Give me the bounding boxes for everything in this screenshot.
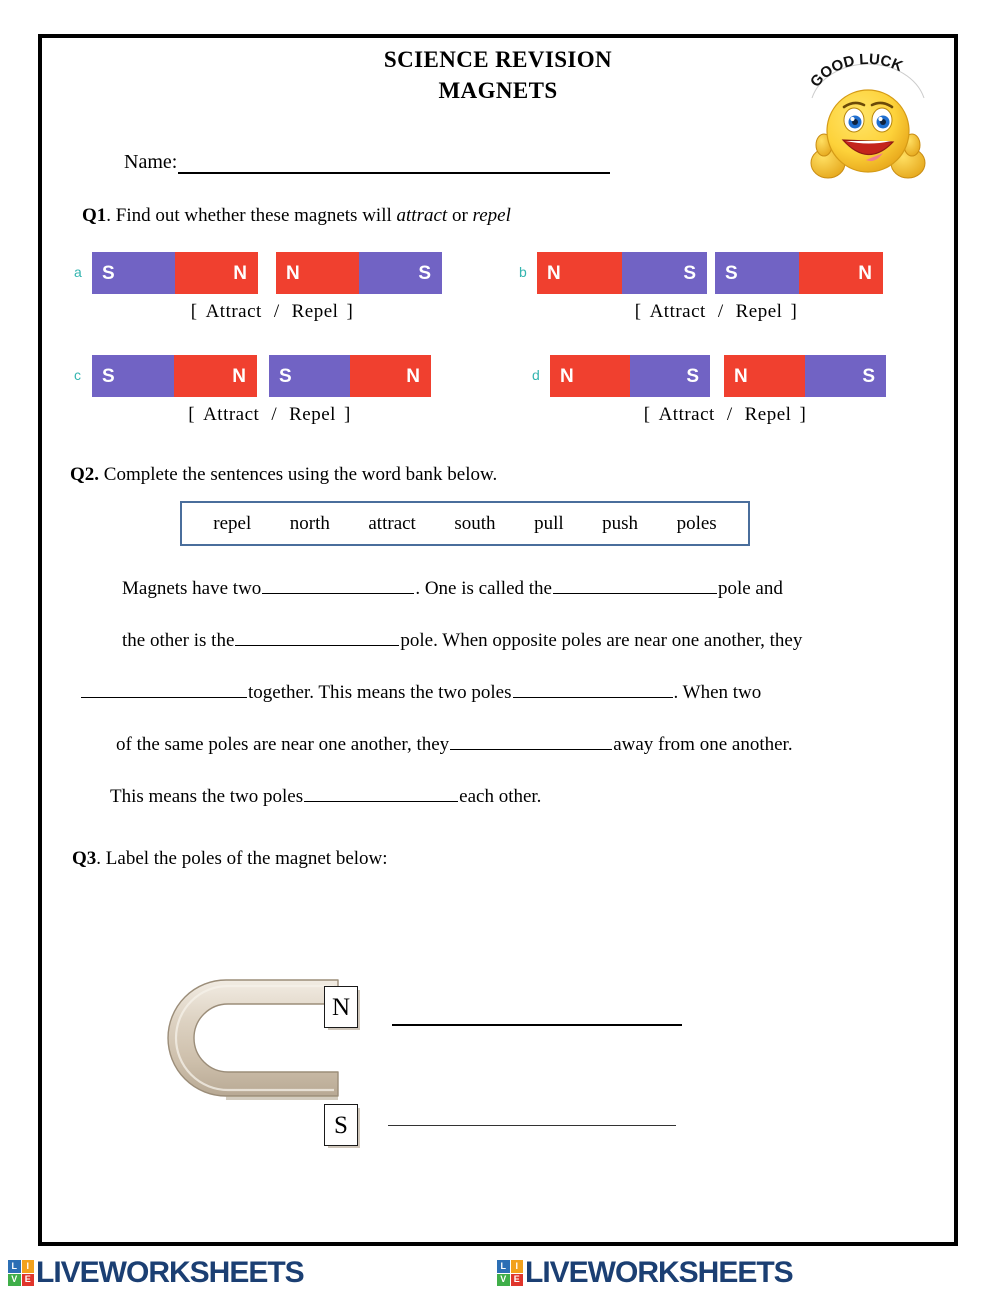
q3-prompt [72, 848, 388, 870]
lw-cell-v: V [497, 1274, 510, 1287]
liveworksheets-wordmark: LIVEWORKSHEETS [525, 1256, 793, 1289]
cloze-blank-2[interactable] [553, 576, 717, 594]
pair-letter-d: d [532, 367, 540, 383]
choice-separator: / [273, 301, 280, 322]
bracket-close: ] [346, 301, 354, 322]
magnet-pair-b [519, 252, 895, 323]
pole-label-south [324, 1104, 358, 1146]
magnet-c2-right-pole [350, 355, 432, 397]
cloze-text-3b: . When two [673, 682, 762, 703]
smiley-thumbs-up-icon [810, 76, 926, 184]
word-bank-item-poles[interactable]: poles [676, 512, 717, 534]
cloze-row-2 [80, 615, 932, 667]
magnet-pair-d [532, 355, 900, 426]
q1-prompt [82, 205, 511, 227]
q3-answer-line-south[interactable] [388, 1125, 676, 1126]
pole-letter: N [232, 365, 246, 387]
magnet-c1 [92, 355, 257, 397]
choice-repel[interactable]: Repel [744, 404, 792, 425]
q1-text-before: . Find out whether these magnets will [106, 205, 397, 226]
q3-answer-line-north[interactable] [392, 1024, 682, 1026]
pole-letter: N [286, 262, 300, 284]
magnet-pair-a [74, 252, 452, 323]
pole-letter: S [686, 365, 699, 387]
q2-number: Q2. [70, 464, 100, 485]
cloze-blank-4[interactable] [81, 680, 247, 698]
pole-letter: S [279, 365, 292, 387]
magnet-c1-right-pole [174, 355, 257, 397]
cloze-text-5b: each other. [459, 786, 542, 807]
magnet-c2-left-pole [269, 355, 350, 397]
choice-separator: / [726, 404, 733, 425]
q1-text-mid: or [447, 205, 473, 226]
choice-attract[interactable]: Attract [649, 301, 706, 322]
pole-letter: S [683, 262, 696, 284]
liveworksheets-logo-left[interactable] [8, 1258, 304, 1288]
word-bank-item-repel[interactable]: repel [213, 512, 252, 534]
cloze-text-1b: . One is called the [415, 578, 552, 599]
page-title-line2: MAGNETS [438, 78, 558, 103]
word-bank-item-north[interactable]: north [289, 512, 330, 534]
choice-attract[interactable]: Attract [658, 404, 715, 425]
cloze-blank-5[interactable] [513, 680, 673, 698]
word-bank-item-south[interactable]: south [454, 512, 496, 534]
magnet-b1 [537, 252, 707, 294]
magnet-a1-left-pole [92, 252, 175, 294]
cloze-row-5 [80, 771, 932, 823]
magnet-d1-right-pole [630, 355, 711, 397]
bracket-close: ] [799, 404, 807, 425]
lw-cell-i: I [22, 1260, 35, 1273]
choice-separator: / [271, 404, 278, 425]
q1-word-repel: repel [472, 205, 511, 226]
cloze-text-4a: of the same poles are near one another, they [116, 734, 450, 755]
pole-letter: S [862, 365, 875, 387]
cloze-text-2a: the other is the [122, 630, 235, 651]
magnet-a2-left-pole [276, 252, 359, 294]
pole-letter: S [102, 262, 115, 284]
choice-repel[interactable]: Repel [735, 301, 783, 322]
cloze-blank-1[interactable] [262, 576, 414, 594]
word-bank-item-pull[interactable]: pull [534, 512, 564, 534]
q1-number: Q1 [82, 205, 107, 226]
choice-attract[interactable]: Attract [205, 301, 262, 322]
lw-cell-e: E [22, 1274, 35, 1287]
magnet-d2-right-pole [805, 355, 887, 397]
pole-letter: S [725, 262, 738, 284]
bracket-open: [ [643, 404, 651, 425]
magnet-d2-left-pole [724, 355, 805, 397]
pole-letter: S [102, 365, 115, 387]
bracket-open: [ [188, 404, 196, 425]
choice-attract[interactable]: Attract [203, 404, 260, 425]
lw-cell-l: L [497, 1260, 510, 1273]
liveworksheets-wordmark: LIVEWORKSHEETS [36, 1256, 304, 1289]
cloze-row-4 [80, 719, 932, 771]
cloze-text-5a: This means the two poles [110, 786, 304, 807]
pole-letter: N [233, 262, 247, 284]
cloze-row-1 [80, 563, 932, 615]
q1-word-attract: attract [396, 205, 448, 226]
magnet-c2 [269, 355, 431, 397]
q2-text: Complete the sentences using the word bank below. [99, 464, 498, 485]
magnet-pair-c [74, 355, 447, 426]
answer-choice-d[interactable] [550, 404, 900, 426]
bracket-close: ] [343, 404, 351, 425]
magnet-b2-left-pole [715, 252, 799, 294]
magnet-d1 [550, 355, 710, 397]
answer-choice-a[interactable] [92, 301, 452, 323]
q3-text: . Label the poles of the magnet below: [96, 848, 388, 869]
bracket-close: ] [790, 301, 798, 322]
magnet-d2 [724, 355, 886, 397]
magnet-b2-right-pole [799, 252, 884, 294]
answer-choice-c[interactable] [92, 404, 447, 426]
liveworksheets-logo-right[interactable] [497, 1258, 793, 1288]
cloze-blank-6[interactable] [450, 732, 612, 750]
bracket-open: [ [634, 301, 642, 322]
cloze-sentences [80, 563, 932, 823]
magnet-a2 [276, 252, 442, 294]
cloze-text-1a: Magnets have two [122, 578, 262, 599]
bracket-open: [ [190, 301, 198, 322]
liveworksheets-mark-icon [497, 1260, 523, 1286]
good-luck-badge [804, 40, 932, 185]
choice-repel[interactable]: Repel [291, 301, 339, 322]
choice-separator: / [717, 301, 724, 322]
pair-letter-a: a [74, 264, 82, 280]
page-title-line1: SCIENCE REVISION [383, 47, 613, 72]
pole-letter: N [560, 365, 574, 387]
magnet-a1 [92, 252, 258, 294]
cloze-blank-7[interactable] [304, 784, 458, 802]
pole-letter: S [418, 262, 431, 284]
pair-letter-c: c [74, 367, 81, 383]
pole-letter: N [858, 262, 872, 284]
pole-label-north-text: N [331, 993, 351, 1021]
cloze-blank-3[interactable] [235, 628, 399, 646]
cloze-text-3a: together. This means the two poles [248, 682, 512, 703]
magnet-a1-right-pole [175, 252, 259, 294]
worksheet-page-border [38, 34, 958, 1246]
answer-choice-b[interactable] [537, 301, 895, 323]
q2-prompt [70, 464, 497, 486]
lw-cell-v: V [8, 1274, 21, 1287]
word-bank-box [180, 501, 750, 546]
magnet-b2 [715, 252, 883, 294]
cloze-text-4b: away from one another. [613, 734, 793, 755]
word-bank-item-attract[interactable]: attract [368, 512, 416, 534]
lw-cell-e: E [511, 1274, 524, 1287]
lw-cell-l: L [8, 1260, 21, 1273]
magnet-a2-right-pole [359, 252, 443, 294]
cloze-text-2b: pole. When opposite poles are near one another, they [400, 630, 803, 651]
liveworksheets-mark-icon [8, 1260, 34, 1286]
pole-letter: N [734, 365, 748, 387]
magnet-d1-left-pole [550, 355, 630, 397]
pole-letter: N [406, 365, 420, 387]
name-field-row [124, 151, 610, 174]
lw-cell-i: I [511, 1260, 524, 1273]
pole-label-north [324, 986, 358, 1028]
name-label: Name: [124, 151, 178, 173]
magnet-b1-right-pole [622, 252, 708, 294]
word-bank-item-push[interactable]: push [602, 512, 639, 534]
pole-label-south-text: S [334, 1111, 348, 1139]
cloze-text-1c: pole and [717, 578, 783, 599]
name-input-line[interactable] [178, 155, 610, 174]
q3-number: Q3 [72, 848, 97, 869]
svg-text:GOOD LUCK: GOOD LUCK [806, 50, 906, 91]
horseshoe-magnet-figure [130, 928, 750, 1139]
magnet-b1-left-pole [537, 252, 622, 294]
cloze-row-3 [80, 667, 932, 719]
magnet-c1-left-pole [92, 355, 174, 397]
pole-letter: N [547, 262, 561, 284]
choice-repel[interactable]: Repel [289, 404, 336, 425]
pair-letter-b: b [519, 264, 527, 280]
